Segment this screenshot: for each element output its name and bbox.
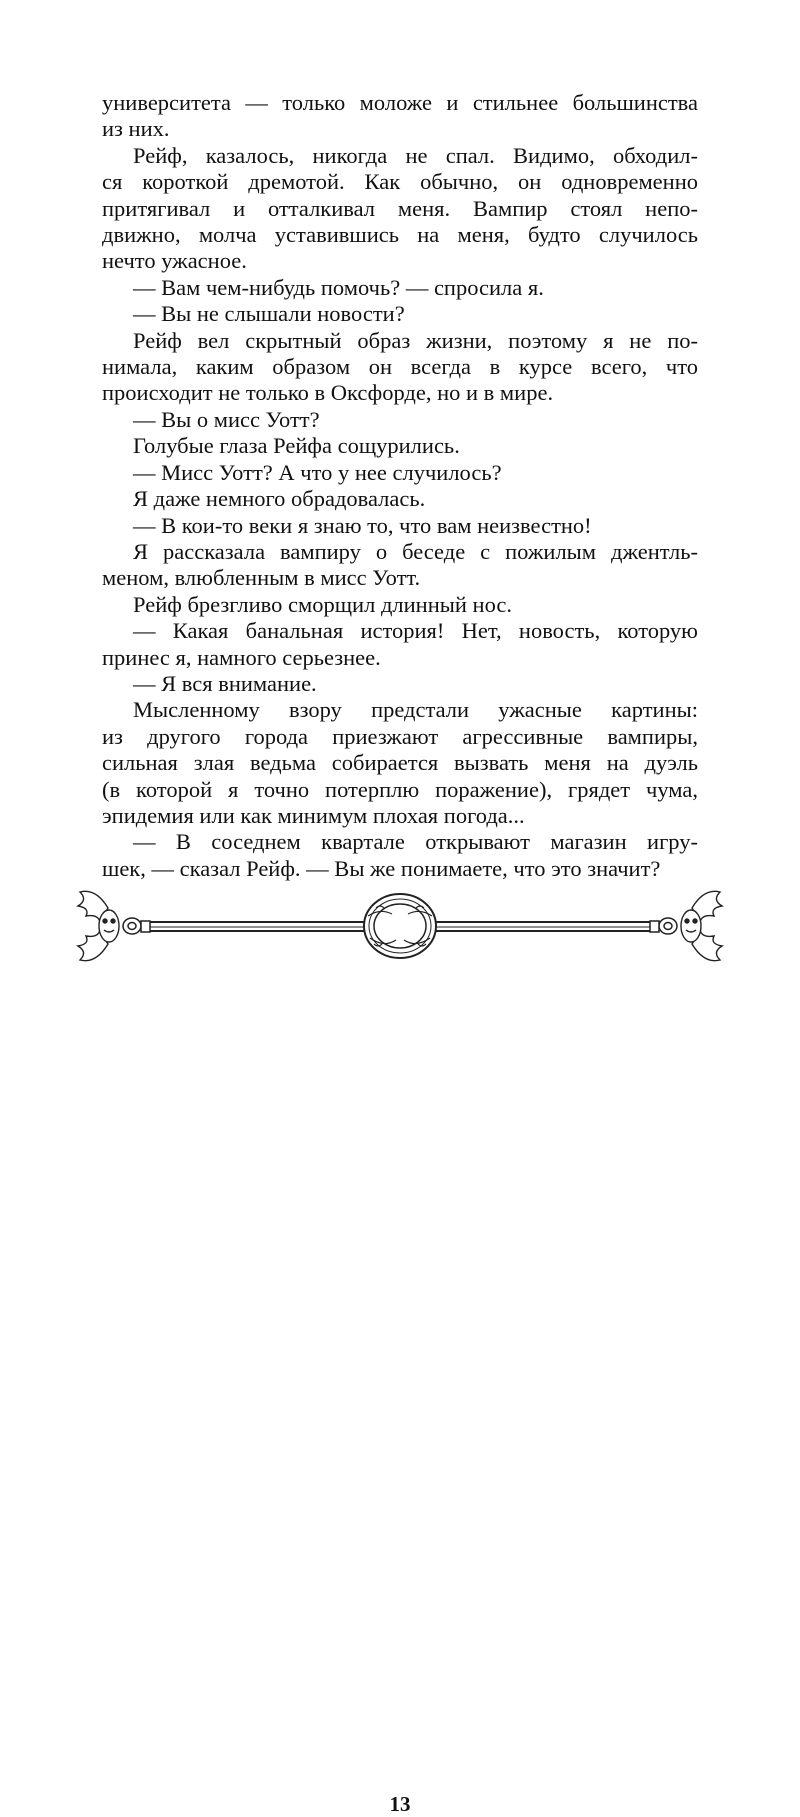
text-line: эпидемия или как минимум плохая погода... [102,802,525,828]
text-line: Я рассказала вампиру о беседе с пожилым джентль- [133,538,698,564]
text-line: Мысленному взору предстали ужасные картины: [133,697,698,723]
text-line: принес я, намного серьезнее. [102,644,381,670]
text-line: из другого города приезжают агрессивные вампиры, [102,723,698,749]
left-bat-icon [78,891,119,960]
text-line: Рейф вел скрытный образ жизни, поэтому я не по- [133,327,698,353]
text-line: нимала, каким образом он всегда в курсе всего, что [102,354,698,380]
text-line: шек, — сказал Рейф. — Вы же понимаете, что это значит? [102,855,661,881]
right-bat-icon [681,891,722,960]
page-number: 13 [389,1792,411,1816]
text-line: — В кои-то веки я знаю то, что вам неизвестно! [133,512,592,538]
text-line: притягивал и отталкивал меня. Вампир стоял непо- [102,195,698,221]
text-line: — Вы о мисс Уотт? [133,406,320,432]
text-line: Рейф, казалось, никогда не спал. Видимо, обходил- [133,142,698,168]
text-line: Голубые глаза Рейфа сощурились. [133,433,460,459]
ornament-graphic [0,878,800,988]
text-line: — Вам чем-нибудь помочь? — спросила я. [133,274,544,300]
wreath-icon [364,894,436,958]
text-line: — Я вся внимание. [133,670,317,696]
page-footer-ornament [0,878,800,1816]
text-line: (в которой я точно потерплю поражение), грядет чума, [102,776,698,802]
text-line: меном, влюбленным в мисс Уотт. [102,565,421,591]
text-line: — Вы не слышали новости? [133,301,405,327]
text-line: Я даже немного обрадовалась. [133,486,426,512]
text-line: из них. [102,116,170,142]
text-line: движно, молча уставившись на меня, будто случилось [102,222,698,248]
text-line: — В соседнем квартале открывают магазин игру- [133,829,698,855]
page-body-text [102,90,698,882]
text-line: Рейф брезгливо сморщил длинный нос. [133,591,512,617]
text-line: ся короткой дремотой. Как обычно, он одновременно [102,169,698,195]
text-line: — Какая банальная история! Нет, новость, которую [133,618,698,644]
text-line: — Мисс Уотт? А что у нее случилось? [133,459,502,485]
text-line: нечто ужасное. [102,248,247,274]
text-line: происходит не только в Оксфорде, но и в мире. [102,380,554,406]
text-line: сильная злая ведьма собирается вызвать меня на дуэль [102,750,698,776]
text-line: университета — только моложе и стильнее большинства [102,90,698,115]
